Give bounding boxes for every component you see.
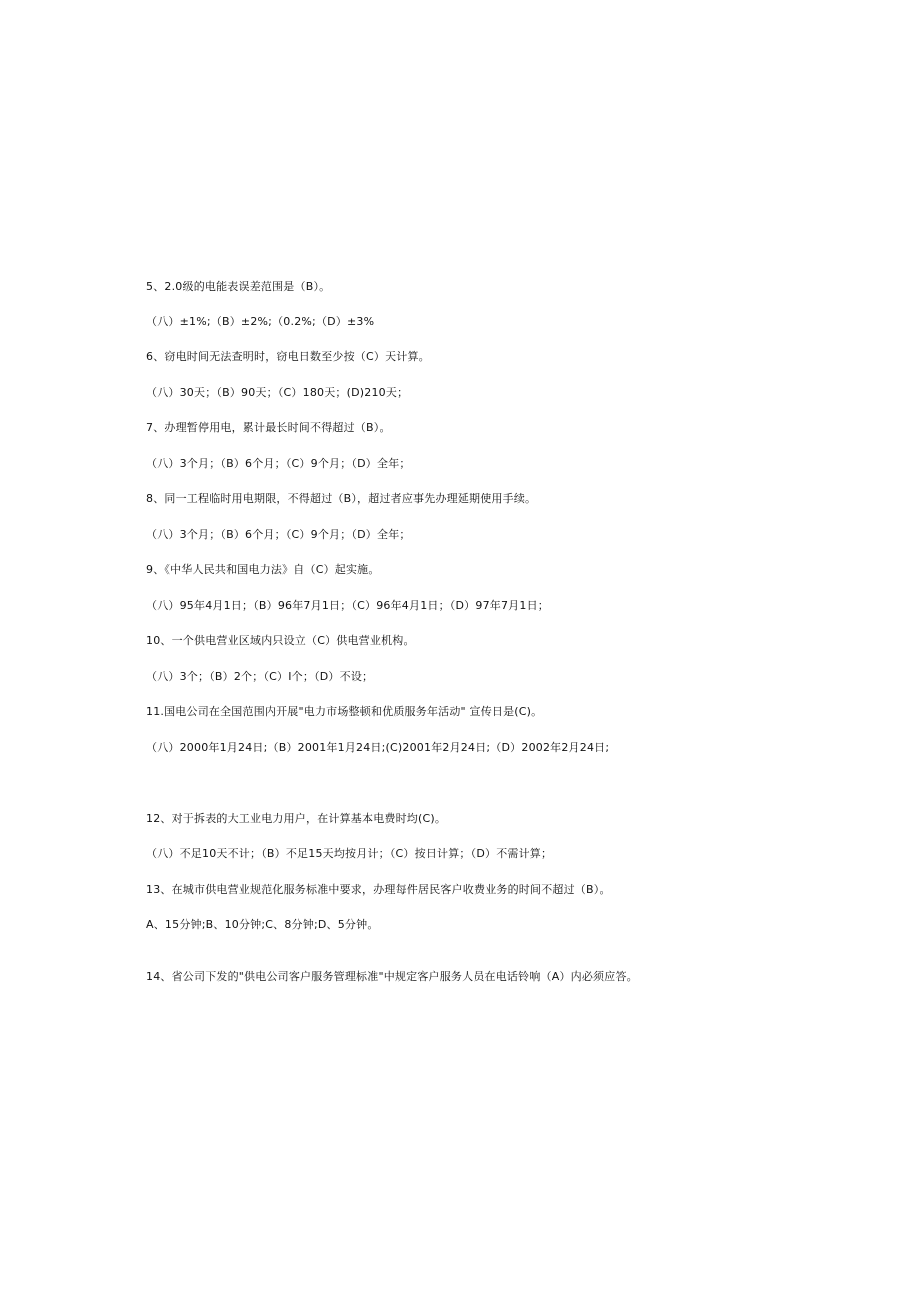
question-6: 6、窃电时间无法查明时，窃电日数至少按（C）天计算。 xyxy=(146,350,430,363)
question-14: 14、省公司下发的"供电公司客户服务管理标准"中规定客户服务人员在电话铃响（A）内必须应答。 xyxy=(146,970,638,983)
question-13: 13、在城市供电营业规范化服务标准中要求，办理每件居民客户收费业务的时间不超过（B）。 xyxy=(146,883,611,896)
question-12: 12、对于拆表的大工业电力用户，在计算基本电费时均(C)。 xyxy=(146,812,447,825)
question-9: 9、《中华人民共和国电力法》自（C）起实施。 xyxy=(146,563,380,576)
options-8: （八）3个月；（B）6个月；（C）9个月；（D）全年； xyxy=(146,528,411,541)
options-9: （八）95年4月1日；（B）96年7月1日；（C）96年4月1日；（D）97年7月1日； xyxy=(146,599,549,612)
question-10: 10、一个供电营业区域内只设立（C）供电营业机构。 xyxy=(146,634,415,647)
question-11: 11.国电公司在全国范围内开展"电力市场整顿和优质服务年活动" 宣传日是(C)。 xyxy=(146,705,543,718)
options-13: A、15分钟;B、10分钟;C、8分钟;D、5分钟。 xyxy=(146,918,379,931)
question-8: 8、同一工程临时用电期限，不得超过（B），超过者应事先办理延期使用手续。 xyxy=(146,492,537,505)
options-5: （八）±1%;（B）±2%;（0.2%;（D）±3% xyxy=(146,315,375,328)
options-11: （八）2000年1月24日;（B）2001年1月24日;(C)2001年2月24日;（D）2002年2月24日; xyxy=(146,741,610,754)
options-10: （八）3个；（B）2个；（C）I个；（D）不设； xyxy=(146,670,374,683)
question-7: 7、办理暂停用电，累计最长时间不得超过（B）。 xyxy=(146,421,391,434)
options-7: （八）3个月；（B）6个月；（C）9个月；（D）全年； xyxy=(146,457,411,470)
options-12: （八）不足10天不计；（B）不足15天均按月计；（C）按日计算；（D）不需计算； xyxy=(146,847,553,860)
question-5: 5、2.0级的电能表误差范围是（B）。 xyxy=(146,280,331,293)
options-6: （八）30天；（B）90天；（C）180天；(D)210天； xyxy=(146,386,409,399)
